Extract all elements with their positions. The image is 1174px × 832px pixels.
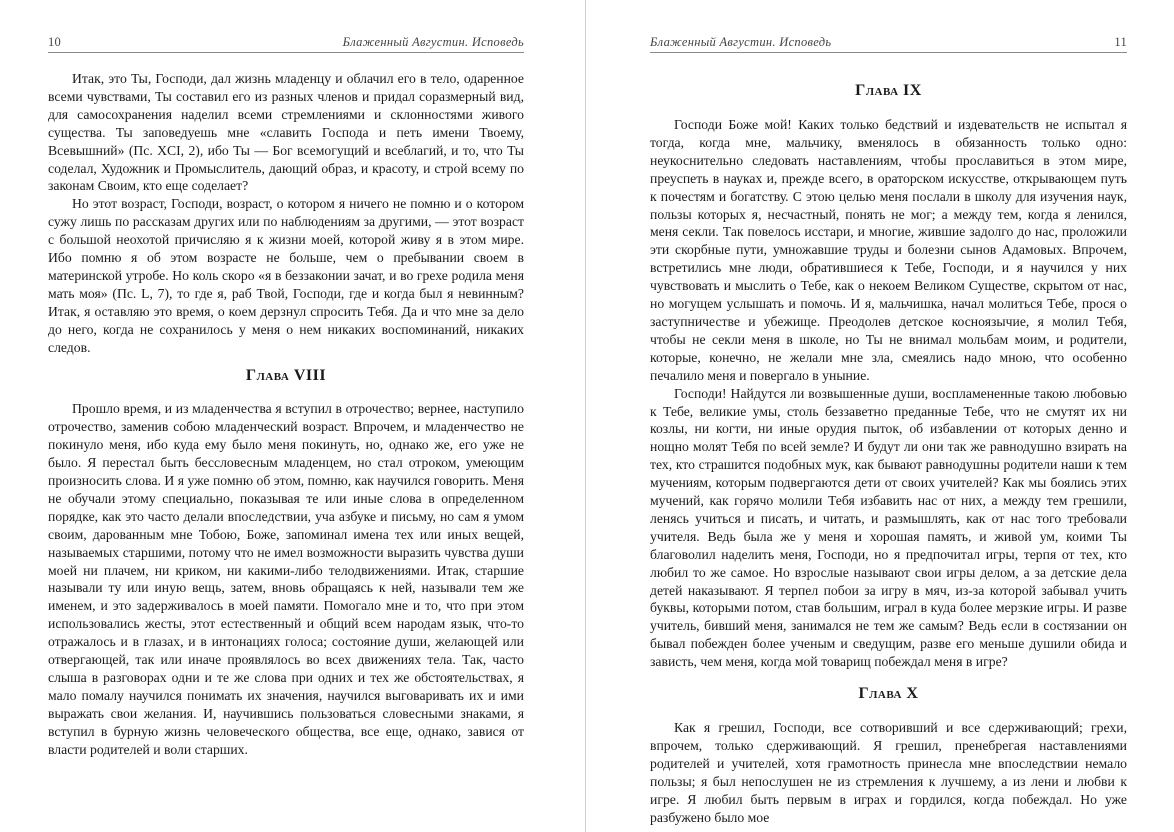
left-page-body (48, 70, 524, 759)
paragraph: Господи! Найдутся ли возвышенные души, воспламененные такою любовью к Тебе, великие умы, столь беззаветно преданные Тебе, что не смутят их ни козлы, ни когти, ни иные орудия пыток, об избавлении от которых денно и нощно молят Тебя по всей земле? И будут ли они так же равнодушно взирать на тех, кто страшится подобных мук, как бывают равнодушны родители наши к тем мучениям, которым подвергаются дети от своих учителей? Как мы боялись этих мучений, как горячо молили Тебя избавить нас от них, а между тем грешили, ленясь учиться и писать, и читать, и размышлять, как от нас того требовали учителя. Ведь была же у меня и хорошая память, и живой ум, коими Ты благоволил наделить меня, Господи, но я предпочитал игры, терпя от тех, кто любил то же самое. Но взрослые называют свои игры делом, а за детские дела детей наказывают. Я терпел побои за игру в мяч, из-за которой забывал учить буквы, которыми потом, став большим, играл в куда более мерзкие игры. И разве учитель, бивший меня, занимался не тем же самым? Ведь если в состязании он бывал побежден более ученым и сведущим, разве его меньше душили обида и зависть, чем меня, когда мой товарищ побеждал меня в игре? (650, 385, 1127, 670)
paragraph: Прошло время, и из младенчества я вступил в отрочество; вернее, наступило отрочество, заменив собою младенческий возраст. Впрочем, и младенчество не покинуло меня, ибо куда ему было меня покинуть, но, однако же, его уже не было. Я перестал быть бессловесным младенцем, но стал отроком, умеющим произносить слова. И я уже помню об этом, помню, как научился говорить. Меня не обучали этому специально, показывая те или иные слова в определенном порядке, как это часто делали впоследствии, уча азбуке и письму, но сам я умом своим, дарованным мне Тобою, Боже, запоминал имена тех или иных вещей, называемых старшими, потому что не имел возможности выразить чувства души моей ни плачем, ни криком, ни какими-либо телодвижениями. Итак, старшие называли ту или иную вещь, затем, вновь обращаясь к ней, называли тем же именем, и это задерживалось в моей памяти. Помогало мне и то, что при этом использовались жесты, этот естественный и общий всем народам язык, что-то отражалось и в глазах, и в интонациях голоса; состояние души, желающей или отвергающей, так или иначе проявлялось во всех движениях тела. Так, часто слыша в разговорах одни и те же слова при одних и тех же обстоятельствах, я мало помалу научился понимать их значения, научился выговаривать их и ими выражать свои желания. И, научившись пользоваться словесными знаками, я вступил в бурную жизнь человеческого общества, все еще, однако, завися от власти родителей и воли старших. (48, 401, 524, 757)
right-running-header (650, 32, 1127, 53)
left-page (0, 0, 586, 832)
right-page (587, 0, 1174, 832)
paragraph: Итак, это Ты, Господи, дал жизнь младенцу и облачил его в тело, одаренное всеми чувствами, Ты составил его из разных членов и придал соразмерный вид, для самосохранения наделил всеми стремлениями и склонностями живого существа. Ты заповедуешь мне «славить Господа и петь имени Твоему, Всевышний» (Пс. XCI, 2), ибо Ты — Бог всемогущий и всеблагий, и то, что Ты соделал, Художник и Промыслитель, дающий образ, и красоту, и строй всему по законам Своим, кто еще соделает? (48, 71, 524, 194)
left-running-title: Блаженный Августин. Исповедь (342, 35, 524, 49)
chapter-heading-ix: Глава IX (855, 82, 922, 99)
chapter-heading-viii: Глава VIII (245, 366, 327, 384)
left-running-header (48, 32, 524, 53)
left-page-number: 10 (48, 35, 62, 49)
right-page-number: 11 (1114, 35, 1127, 49)
paragraph: Но этот возраст, Господи, возраст, о котором я ничего не помню и о котором сужу лишь по рассказам других или по наблюдениям за другими, — этот возраст с большой неохотой причисляю я к жизни моей, которой живу я в этом мире. Ибо помню я об этом возрасте не больше, чем о пребывании своем в материнской утробе. Но коль скоро «я в беззаконии зачат, и во грехе родила меня мать моя» (Пс. L, 7), то где я, раб Твой, Господи, где и когда был я невинным? Итак, я оставляю это время, о коем дерзнул спросить Тебя. Да и что мне за дело до него, когда не сохранилось у меня о нем никаких воспоминаний, никаких следов. (48, 196, 524, 355)
paragraph: Господи Боже мой! Каких только бедствий и издевательств не испытал я тогда, когда мне, мальчику, вменялось в обязанность только одно: неукоснительно следовать наставлениям, чтобы прославиться в этом мире, преуспеть в науках и, прежде всего, в ораторском искусстве, открывающем путь к почестям и богатству. С этою целью меня послали в школу для изучения наук, пользы которых я, несчастный, понять не мог; а между тем, когда я ленился, меня секли. Так повелось исстари, и многие, жившие задолго до нас, проложили эти скорбные пути, умножавшие труды и болезни сынов Адамовых. Впрочем, встретились мне люди, обратившиеся к Тебе, Господи, и я научился у них чувствовать и мыслить о Тебе, как о некоем Великом Существе, скрытом от нас, но могущем услышать и помочь. И я, мальчишка, начал молиться Тебе, прося о заступничестве и убежище. Преодолев детское косноязычие, я молил Тебя, чтобы не секли меня в школе, но Ты не внимал мольбам моим, и родители, которые, конечно, не желали мне зла, смеялись надо мною, что особенно печалило меня и повергало в уныние. (650, 117, 1127, 383)
paragraph: Как я грешил, Господи, все сотворивший и все сдерживающий; грехи, впрочем, только сдерживающий. Я грешил, пренебрегая наставлениями родителей и учителей, хотя грамотность принесла мне впоследствии немало пользы; я был непослушен не из стремления к лучшему, а из лени и любви к игре. Я любил быть первым в играх и гордился, когда побеждал. Но уже разбужено было мое (650, 720, 1127, 825)
right-page-body (650, 80, 1127, 826)
chapter-heading-x: Глава X (858, 685, 919, 703)
right-running-title: Блаженный Августин. Исповедь (650, 35, 832, 49)
